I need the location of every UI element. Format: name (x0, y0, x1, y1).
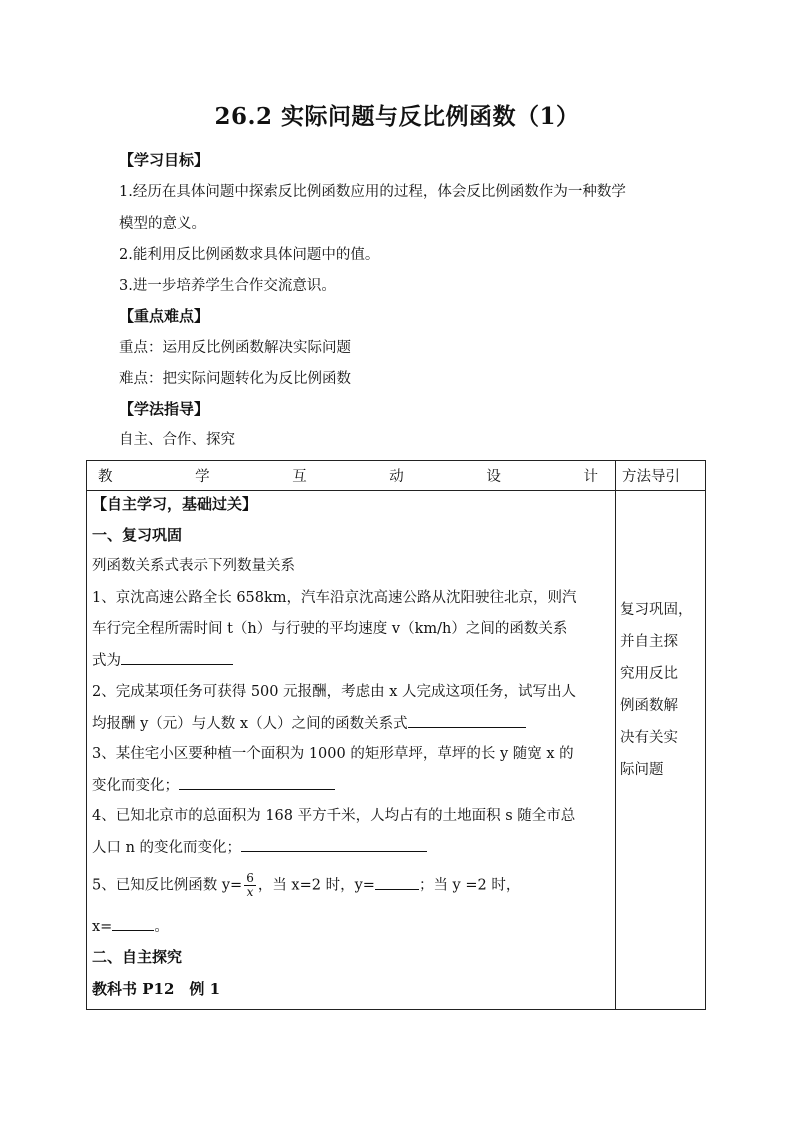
objectives-heading: 【学习目标】 (119, 151, 210, 169)
section-heading: 【自主学习，基础过关】 (92, 495, 258, 513)
header-char-2: 学 (195, 468, 210, 485)
table-header-left (92, 461, 598, 489)
question-4-line-2-text: 人口 n 的变化而变化； (92, 840, 242, 856)
table-header-divider (86, 490, 706, 491)
objective-2: 2.能利用反比例函数求具体问题中的值。 (119, 247, 380, 263)
header-char-3: 互 (292, 468, 307, 485)
question-5-line-2-prefix: x= (92, 919, 113, 935)
side-note-line-6: 际问题 (620, 762, 664, 778)
header-char-6: 计 (583, 468, 598, 485)
side-note-line-5: 决有关实 (620, 730, 678, 746)
question-1-line-3 (92, 650, 233, 671)
question-3-line-2-text: 变化而变化； (92, 778, 179, 794)
question-3-line-1: 3、某住宅小区要种植一个面积为 1000 的矩形草坪，草坪的长 y 随宽 x 的 (92, 746, 574, 762)
key-point: 重点：运用反比例函数解决实际问题 (119, 340, 351, 356)
answer-blank-5a[interactable] (375, 875, 419, 890)
table-column-divider (615, 460, 616, 1010)
objective-1-line-1: 1.经历在具体问题中探索反比例函数应用的过程，体会反比例函数作为一种数学 (119, 184, 626, 200)
question-5-line-2-suffix: 。 (154, 919, 169, 935)
question-5-mid: ，当 x=2 时，y= (257, 877, 375, 894)
key-points-heading: 【重点难点】 (119, 307, 210, 325)
difficulty-point: 难点：把实际问题转化为反比例函数 (119, 371, 351, 387)
part1-title: 一、复习巩固 (92, 526, 183, 544)
answer-blank-5b[interactable] (112, 916, 154, 931)
objective-1-line-2: 模型的意义。 (119, 216, 206, 232)
header-char-1: 教 (98, 468, 113, 485)
question-2-line-2 (92, 713, 526, 734)
table-header-right: 方法导引 (622, 468, 680, 485)
fraction-6-over-x (244, 872, 256, 899)
textbook-reference: 教科书 P12 例 1 (92, 980, 221, 998)
side-note-line-1: 复习巩固， (620, 602, 693, 618)
question-1-line-3-text: 式为 (92, 653, 121, 669)
header-char-5: 设 (486, 468, 501, 485)
question-1-line-2: 车行完全程所需时间 t（h）与行驶的平均速度 v（km/h）之间的函数关系 (92, 621, 568, 637)
fraction-numerator: 6 (246, 871, 254, 885)
part2-title: 二、自主探究 (92, 948, 183, 966)
question-5-line-2 (92, 916, 169, 937)
question-1-line-1: 1、京沈高速公路全长 658km，汽车沿京沈高速公路从沈阳驶往北京，则汽 (92, 590, 577, 606)
method-heading: 【学法指导】 (119, 400, 210, 418)
question-2-line-2-text: 均报酬 y（元）与人数 x（人）之间的函数关系式 (92, 716, 408, 732)
side-note-line-3: 究用反比 (620, 666, 678, 682)
side-note-line-4: 例函数解 (620, 698, 678, 714)
page-title: 26.2 实际问题与反比例函数（1） (214, 103, 580, 130)
question-4-line-1: 4、已知北京市的总面积为 168 平方千米，人均占有的土地面积 s 随全市总 (92, 808, 576, 824)
question-5-prefix: 5、已知反比例函数 y= (92, 877, 243, 894)
question-2-line-1: 2、完成某项任务可获得 500 元报酬，考虑由 x 人完成这项任务，试写出人 (92, 684, 577, 700)
part1-intro: 列函数关系式表示下列数量关系 (92, 558, 295, 574)
objective-3: 3.进一步培养学生合作交流意识。 (119, 278, 336, 294)
header-char-4: 动 (389, 468, 404, 485)
question-3-line-2 (92, 775, 335, 796)
question-4-line-2 (92, 837, 427, 858)
question-5-mid2: ；当 y =2 时， (418, 877, 521, 894)
answer-blank-1[interactable] (121, 650, 233, 665)
question-5-line-1 (92, 872, 520, 899)
fraction-denominator: x (246, 885, 254, 899)
method-text: 自主、合作、探究 (119, 432, 235, 448)
answer-blank-3[interactable] (179, 775, 335, 790)
side-note-line-2: 并自主探 (620, 634, 678, 650)
answer-blank-4[interactable] (241, 837, 427, 852)
answer-blank-2[interactable] (408, 713, 526, 728)
